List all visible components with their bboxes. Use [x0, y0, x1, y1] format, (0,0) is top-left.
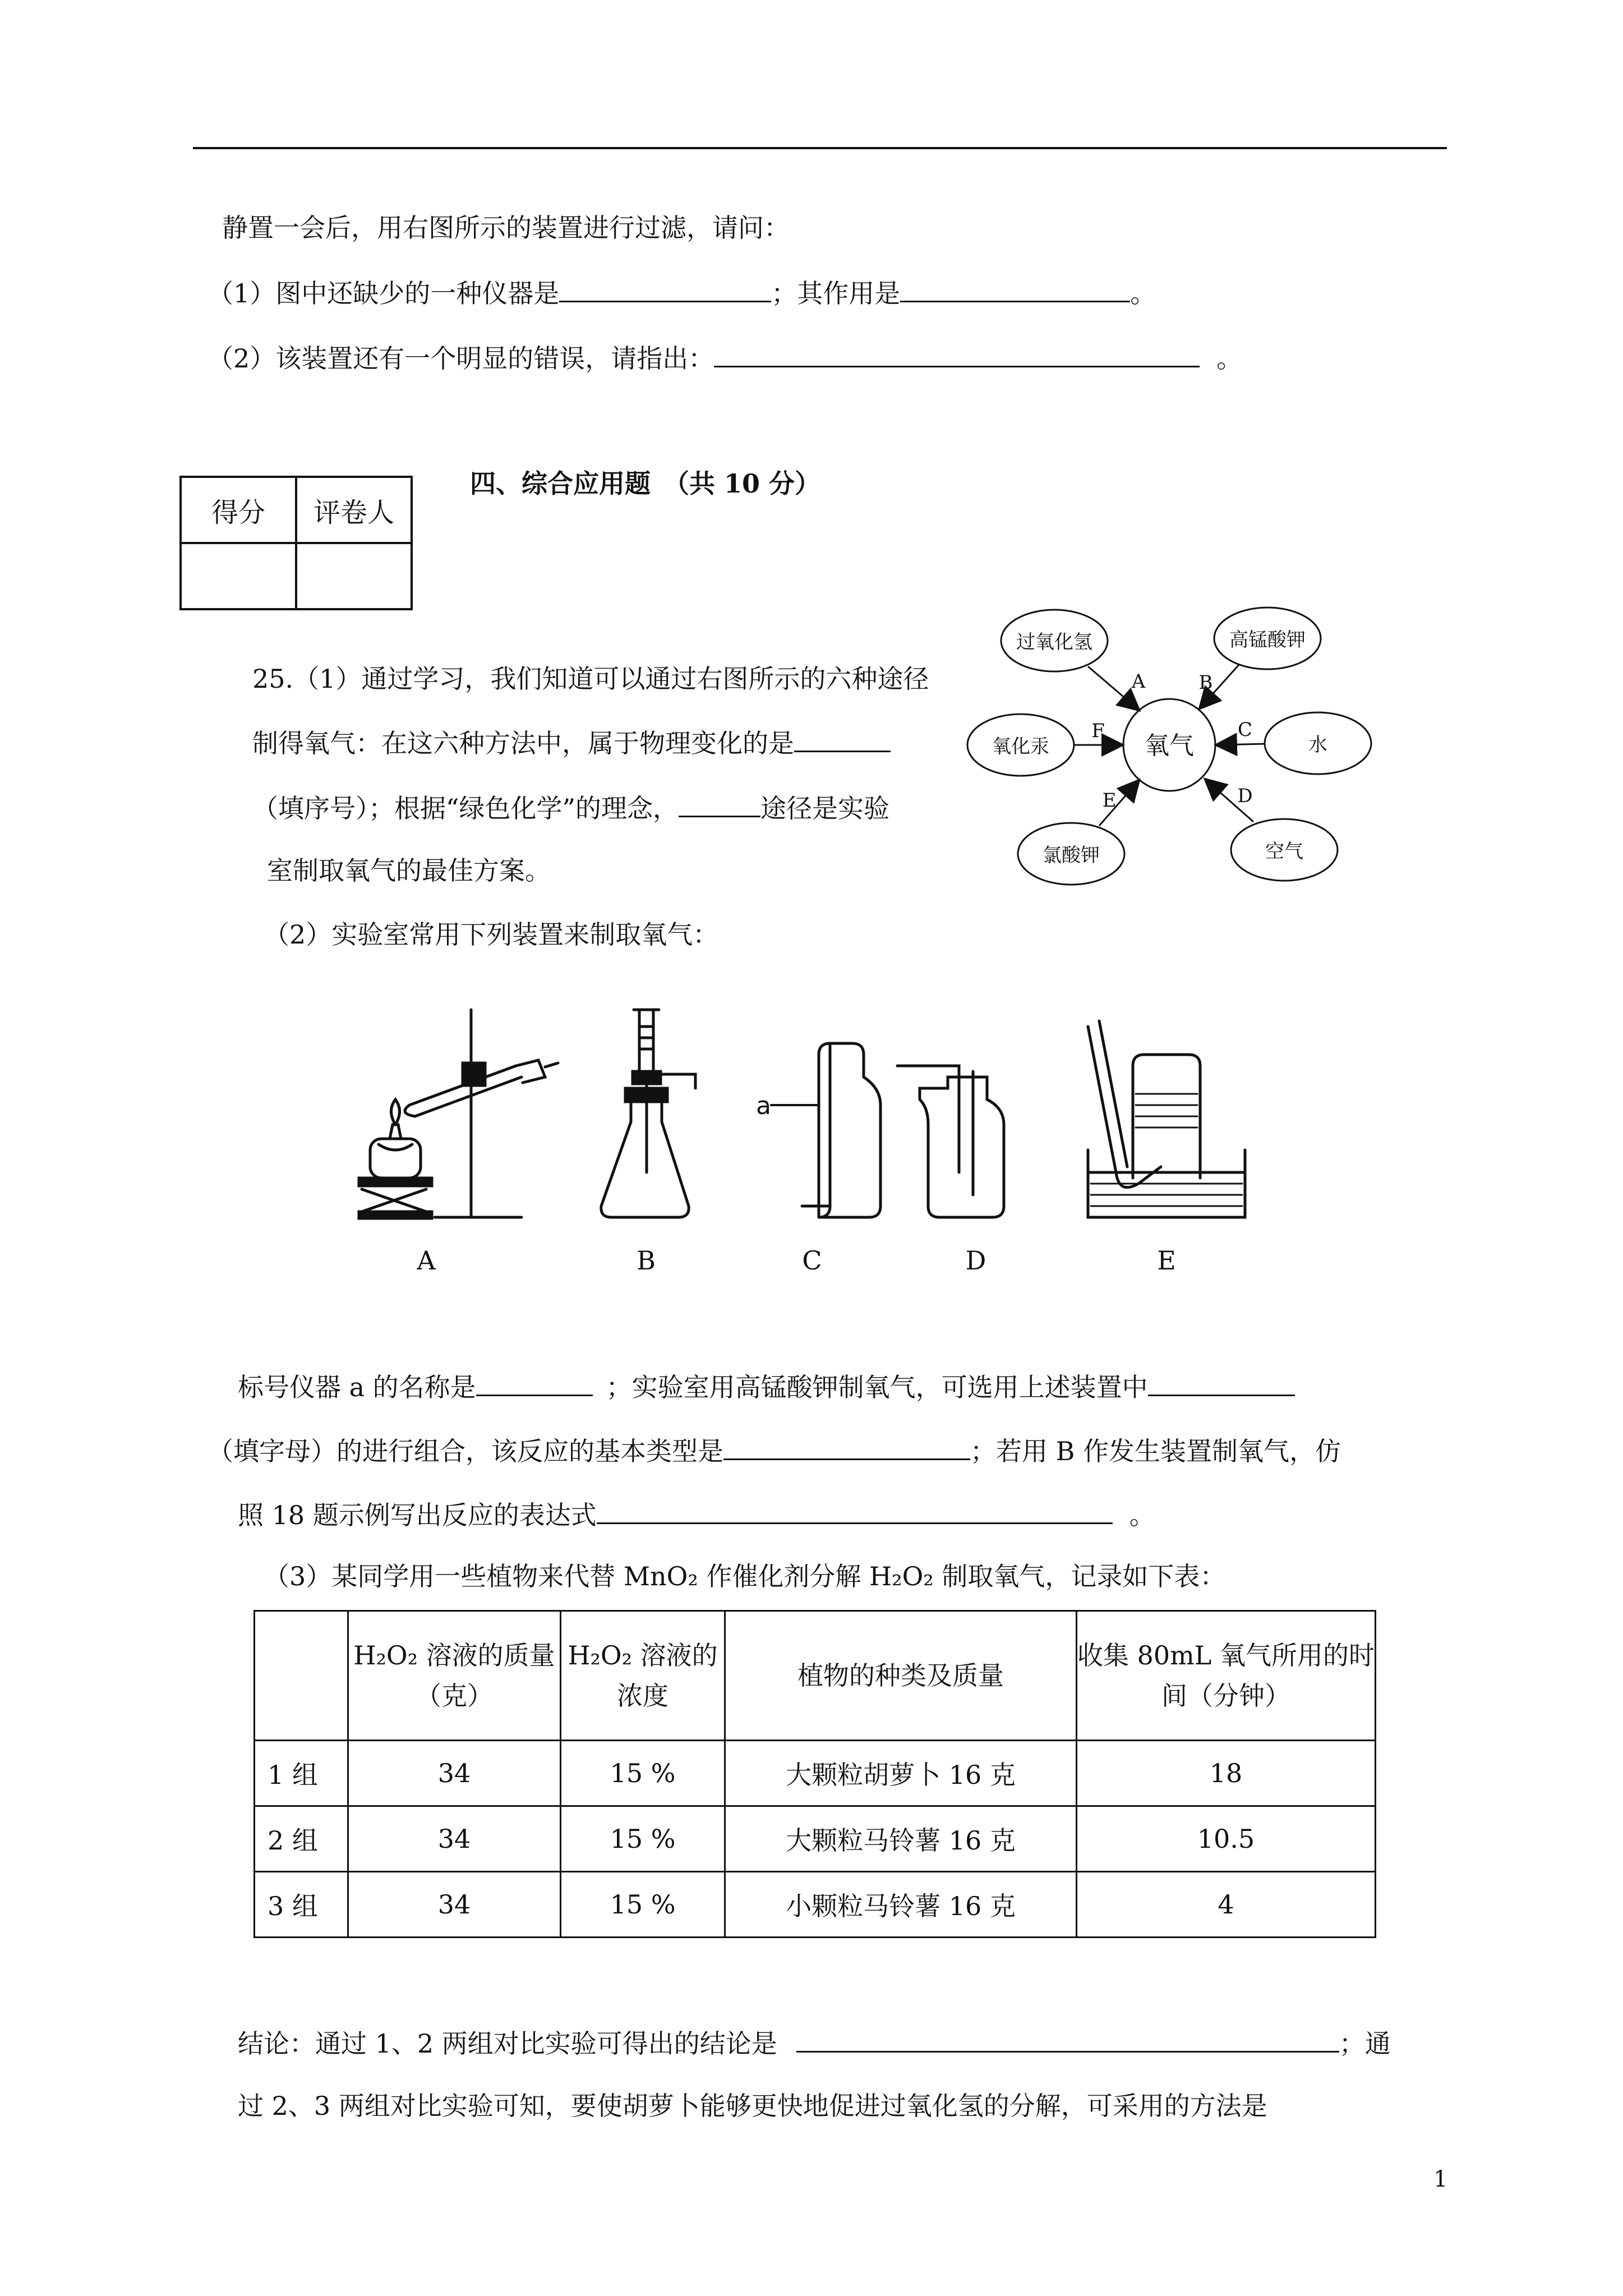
q25-line-1: 25.（1）通过学习，我们知道可以通过右图所示的六种途径: [252, 664, 929, 694]
score-table: [179, 476, 413, 610]
caption-b: B: [637, 1245, 656, 1276]
arrow-c: [1217, 744, 1265, 745]
table-cell: 2 组: [255, 1806, 348, 1872]
caption-d: D: [965, 1245, 986, 1276]
apparatus-e: [1088, 1021, 1245, 1217]
table-cell: 4: [1077, 1872, 1376, 1938]
table-cell: 15 %: [561, 1806, 725, 1872]
paragraph-line-3: [238, 1497, 1155, 1532]
label-mercury-oxide: 氧化汞: [992, 735, 1049, 758]
answer-blank-3[interactable]: [714, 340, 1200, 367]
q25-line-3-text-b: 途径是实验: [760, 793, 890, 823]
answer-blank-8[interactable]: [723, 1433, 970, 1460]
table-cell: 1 组: [255, 1741, 348, 1806]
table-header: 植物的种类及质量: [725, 1611, 1077, 1741]
arrow-a: [1088, 666, 1138, 710]
paragraph-line-1-text-b: ；实验室用高锰酸钾制氧气，可选用上述装置中: [606, 1372, 1148, 1402]
caption-a: A: [417, 1245, 436, 1276]
path-letter-d: D: [1237, 785, 1253, 807]
center-label: 氧气: [1145, 731, 1194, 760]
label-water: 水: [1308, 734, 1327, 756]
q25-line-2-text: 制得氧气：在这六种方法中，属于物理变化的是: [252, 728, 794, 758]
table-cell: 10.5: [1077, 1806, 1376, 1872]
table-header: 收集 80mL 氧气所用的时间（分钟）: [1077, 1611, 1376, 1741]
path-letter-c: C: [1237, 719, 1253, 741]
grader-cell[interactable]: [296, 543, 412, 609]
experiment-table: [253, 1610, 1376, 1938]
paragraph-line-3-text: 照 18 题示例写出反应的表达式: [238, 1500, 597, 1530]
path-letter-a: A: [1131, 670, 1146, 693]
q25-line-5: （2）实验室常用下列装置来制取氧气：: [264, 919, 719, 950]
question-1: [208, 275, 1156, 310]
table-cell: 34: [348, 1741, 561, 1806]
paragraph-line-4: （3）某同学用一些植物来代替 MnO₂ 作催化剂分解 H₂O₂ 制取氧气，记录如下表：: [264, 1561, 1226, 1591]
answer-blank-7[interactable]: [1148, 1369, 1295, 1396]
answer-blank-6[interactable]: [476, 1369, 593, 1396]
question-2-end: 。: [1216, 343, 1243, 374]
question-1-end: 。: [1130, 278, 1156, 309]
q25-line-3: [252, 790, 889, 825]
paragraph-line-1: [238, 1369, 1295, 1404]
conclusion-line-1-text: 结论：通过 1、2 两组对比实验可得出的结论是: [238, 2028, 777, 2059]
apparatus-d: [897, 1066, 1004, 1217]
table-cell: 15 %: [561, 1872, 725, 1938]
instrument-a-label: a: [756, 1092, 771, 1120]
paragraph-line-2-text: （填字母）的进行组合，该反应的基本类型是: [208, 1436, 723, 1466]
q25-line-3-text: （填序号）；根据“绿色化学”的理念，: [252, 793, 679, 823]
conclusion-line-1: [238, 2025, 1391, 2060]
table-cell: 大颗粒马铃薯 16 克: [725, 1806, 1077, 1872]
paragraph-line-1-text: 标号仪器 a 的名称是: [238, 1372, 476, 1402]
table-cell: 15 %: [561, 1741, 725, 1806]
answer-blank-4[interactable]: [794, 725, 891, 752]
score-cell[interactable]: [181, 543, 296, 609]
question-1-text: （1）图中还缺少的一种仪器是: [208, 278, 560, 309]
answer-blank-9[interactable]: [597, 1497, 1113, 1524]
answer-blank-1[interactable]: [559, 275, 771, 302]
label-potassium-permanganate: 高锰酸钾: [1229, 629, 1306, 651]
label-air: 空气: [1265, 840, 1303, 863]
table-cell: 3 组: [255, 1872, 348, 1938]
score-header: 得分: [181, 477, 296, 543]
page-number: 1: [1433, 2166, 1448, 2192]
paragraph-line-2-text-b: ；若用 B 作发生装置制氧气，仿: [970, 1436, 1341, 1466]
table-row: [255, 1872, 1376, 1938]
label-potassium-chlorate: 氯酸钾: [1043, 844, 1100, 867]
conclusion-line-2: 过 2、3 两组对比实验可知，要使胡萝卜能够更快地促进过氧化氢的分解，可采用的方法是: [238, 2091, 1267, 2121]
table-cell: 18: [1077, 1741, 1376, 1806]
table-cell: 34: [348, 1872, 561, 1938]
apparatus-illustrations: [336, 1004, 1290, 1240]
label-hydrogen-peroxide: 过氧化氢: [1016, 631, 1092, 654]
path-letter-e: E: [1102, 789, 1117, 812]
q25-line-2: [252, 725, 891, 760]
caption-e: E: [1157, 1245, 1176, 1276]
table-header: [255, 1611, 348, 1741]
q25-line-4: 室制取氧气的最佳方案。: [267, 855, 551, 886]
table-cell: 大颗粒胡萝卜 16 克: [725, 1741, 1077, 1806]
table-header-row: [255, 1611, 1376, 1741]
apparatus-c: [771, 1043, 880, 1217]
table-row: [255, 1806, 1376, 1872]
intro-text: 静置一会后，用右图所示的装置进行过滤，请问：: [222, 213, 790, 243]
apparatus-b: [601, 1010, 695, 1217]
path-letter-b: B: [1198, 671, 1213, 694]
oxygen-pathway-diagram: [953, 595, 1391, 931]
grader-header: 评卷人: [296, 477, 412, 543]
paragraph-line-2: [208, 1433, 1341, 1468]
question-2: [208, 340, 1242, 375]
answer-blank-5[interactable]: [679, 790, 760, 817]
question-1-text-b: ；其作用是: [771, 278, 901, 309]
table-row: [255, 1741, 1376, 1806]
caption-c: C: [802, 1245, 822, 1276]
question-2-text: （2）该装置还有一个明显的错误，请指出：: [208, 343, 714, 374]
answer-blank-10[interactable]: [796, 2025, 1339, 2053]
conclusion-line-1-end: ；通: [1339, 2028, 1391, 2059]
table-cell: 小颗粒马铃薯 16 克: [725, 1872, 1077, 1938]
section-title: 四、综合应用题 （共 10 分）: [470, 468, 821, 499]
path-letter-f: F: [1091, 720, 1105, 742]
apparatus-a: [359, 1010, 558, 1218]
table-header: H₂O₂ 溶液的质量（克）: [348, 1611, 561, 1741]
paragraph-line-3-end: 。: [1129, 1500, 1155, 1530]
header-rule: [193, 147, 1447, 149]
answer-blank-2[interactable]: [900, 275, 1130, 302]
table-cell: 34: [348, 1806, 561, 1872]
table-header: H₂O₂ 溶液的浓度: [561, 1611, 725, 1741]
